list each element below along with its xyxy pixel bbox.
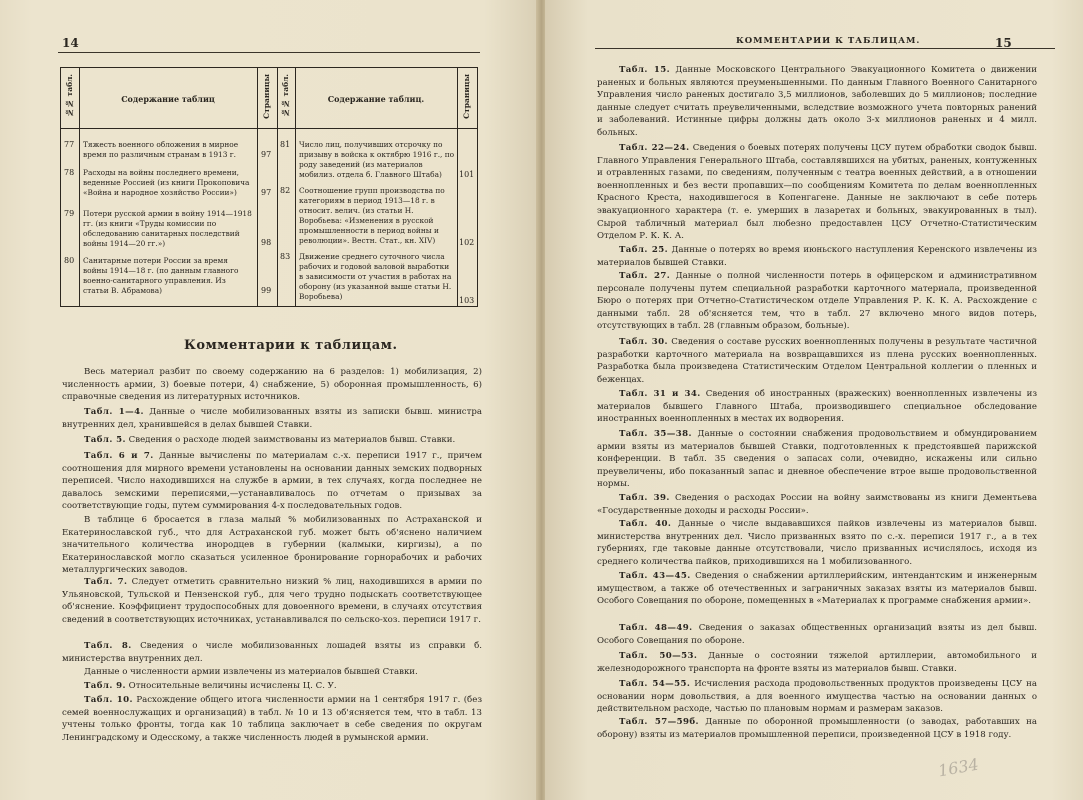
paragraph: Данные о численности армии извлечены из материалов бывшей Ставки. [84, 667, 418, 677]
paragraph: Табл. 7. Следует отметить сравнительно низкий % лиц, находившихся в армии по Ульяновской, Тульской и Пензенской губ., для чего трудно подыскать соответствующее об'яснение. Коэффициент трудоспособных для довоенного времени, в случаях отсутствия сведений в соответствующих источниках, устанавливался по сельско-хоз. переписи 1917 г. [62, 577, 482, 625]
paragraph: Весь материал разбит по своему содержанию на 6 разделов: 1) мобилизация, 2) численность армии, 3) боевые потери, 4) снабжение, 5) оборонная промышленность, 6) справочные сведения из литературных источников. [62, 367, 482, 403]
table-row-page: 99 [261, 286, 272, 295]
table-row-page: 103 [459, 296, 475, 305]
paragraph: Табл. 57—59б. Данные по оборонной промышленности (о заводах, работавших на оборону) взяты из материалов промышленной переписи, произведенной ЦСУ в 1918 году. [597, 717, 1037, 740]
paragraph: Табл. 48—49. Сведения о заказах общественных организаций взяты из дел бывш. Особого Совещания по обороне. [597, 623, 1038, 646]
paragraph: Табл. 25. Данные о потерях во время июньского наступления Керенского извлечены из материалов бывшей Ставки. [597, 245, 1037, 268]
paragraph: Табл. 31 и 34. Сведения об иностранных (вражеских) военнопленных извлечены из материалов бывшего Главного Штаба, производившего специальное обследование иностранных военнопленных в местах их водворения. [597, 389, 1037, 425]
paragraph: Табл. 10. Расхождение общего итога численности армии на 1 сентября 1917 г. (без семей военнослужащих и организаций) в табл. № 10 и 13 об'ясняется тем, что в табл. 13 учтены только фронты, тогда как 10 таблица заключает в себе сведения по округам Ленинградскому и Одесскому, а также численность людей в румынской армии. [62, 695, 483, 743]
table-row-num: 83 [280, 252, 291, 261]
paragraph: Табл. 40. Данные о числе выдававшихся пайков извлечены из материалов бывш. министерства внутренних дел. Число призванных взято по с.-х. переписи 1917 г., а в тех губерниях, где таковые данные отсутствовали, число призванных исчислялось, исходя из среднего количества пайков, приходившихся на 1 мобилизованного. [597, 519, 1037, 567]
table-row-num: 80 [64, 256, 75, 265]
table-row-num: 82 [280, 186, 291, 195]
header-rule-right [595, 48, 1055, 49]
paragraph: Табл. 27. Данные о полной численности потерь в офицерском и административном персонале получены путем специальной разработки карточного материала, произведенной Бюро о потерях при Отчетно-Статистическом отделе Управления Р. К. К. А. Расхождение с данными табл. 28 об'ясняется тем, что в табл. 27 включено много видов потерь, отсутствующих в табл. 28 (главным образом, больные). [597, 271, 1037, 332]
section-heading: Комментарии к таблицам. [184, 338, 398, 353]
table-row-page: 102 [459, 238, 475, 247]
table-row-text: Потери русской армии в войну 1914—1918 гг. (из книги «Труды комиссии по обследованию санитарных последствий войны 1914—20 гг.») [83, 209, 252, 248]
col-header-num-left: №№ табл. [65, 74, 74, 118]
paragraph: Табл. 54—55. Исчисления расхода продовольственных продуктов произведены ЦСУ на основании норм довольствия, а для военного имущества частью на основании данных о действительном расходе, частью по плановым нормам и размерам заказов. [597, 679, 1037, 715]
table-of-tables [60, 67, 478, 307]
col-header-pages-right: Страницы [462, 74, 471, 119]
table-row-page: 97 [261, 188, 272, 197]
paragraph: Табл. 30. Сведения о составе русских военнопленных получены в результате частичной разработки карточного материала на возвращавшихся из плена русских военнопленных. Разработка была произведена Статистическим Отделом Центральной коллегии о пленных и беженцах. [597, 337, 1038, 385]
right-page [545, 0, 1083, 800]
page-number-left: 14 [62, 36, 79, 50]
running-head: КОММЕНТАРИИ К ТАБЛИЦАМ. [736, 36, 921, 46]
header-rule-left [58, 52, 480, 53]
paragraph: Табл. 6 и 7. Данные вычислены по материалам с.-х. переписи 1917 г., причем соотношения для мирного времени установлены на основании данных земских подворных переписей. Число находившихся на службе в армии, в тех случаях, когда последнее не давалось земскими переписями,—устанавливалось по отчетам о призывах за соответствующие годы, путем суммирования 4-х последовательных годов. [62, 451, 482, 512]
table-row-text: Соотношение групп производства по категориям в период 1913—18 г. в относит. велич. (из статьи Н. Воробьева: «Изменения в русской промышленности в период войны и революции». Вестн. Стат., кн. XIV) [299, 186, 445, 245]
paragraph: Табл. 50—53. Данные о состоянии тяжелой артиллерии, автомобильного и железнодорожного транспорта на фронте взяты из материалов бывш. Ставки. [597, 651, 1038, 674]
table-row-num: 77 [64, 140, 75, 149]
table-row-page: 101 [459, 170, 475, 179]
table-row-text: Расходы на войны последнего времени, веденные Россией (из книги Прокоповича «Война и народное хозяйство России») [83, 168, 250, 197]
col-header-content-left: Содержание таблиц [121, 94, 215, 104]
table-row-num: 79 [64, 209, 75, 218]
paragraph: Табл. 8. Сведения о числе мобилизованных лошадей взяты из справки б. министерства внутренних дел. [62, 641, 483, 664]
table-row-text: Санитарные потери России за время войны 1914—18 г. (по данным главного военно-санитарного управления. Из статьи В. Абрамова) [83, 256, 239, 295]
paragraph: В таблице 6 бросается в глаза малый % мобилизованных по Астраханской и Екатеринославской губ., что для Астраханской губ. может быть об'яснено наличием значительного количества инородцев в губернии (калмыки, киргизы), а по Екатеринославской могло сказаться усиленное бронирование горнорабочих и рабочих металлургических заводов. [62, 515, 482, 576]
paragraph: Табл. 15. Данные Московского Центрального Эвакуационного Комитета о движении раненых и больных являются преуменьшенными. По данным Главного Военного Санитарного Управления число раненых достигало 3,5 миллионов, заболевших до 5 миллионов; последние данные следует считать преувеличенными, вследствие возможного учета повторных ранений и заболеваний. Истинные цифры должны дать около 3-х миллионов раненых и 4 милл. больных. [597, 65, 1037, 138]
library-stamp: 1634 [936, 754, 981, 781]
paragraph: Табл. 43—45. Сведения о снабжении артиллерийским, интендантским и инженерным имуществом, а также об отечественных и заграничных заказах взяты из материалов бывш. Особого Совещания по обороне, помещенных в «Материалах к программе снабжения армии». [597, 571, 1038, 607]
paragraph: Табл. 9. Относительные величины исчислены Ц. С. У. [84, 681, 337, 691]
paragraph: Табл. 35—38. Данные о состоянии снабжения продовольствием и обмундированием армии взяты из материалов бывшей Ставки, подготовленных к предстоявшей парижской конференции. В табл. 35 сведения о запасах соли, очевидно, искажены или сильно преувеличены, ибо показанный запас и дневное обеспечение втрое выше продовольственной нормы. [597, 429, 1037, 490]
page-number-right: 15 [995, 36, 1012, 50]
table-row-page: 98 [261, 238, 272, 247]
col-header-content-right: Содержание таблиц. [327, 94, 425, 104]
table-row-num: 81 [280, 140, 291, 149]
table-row-text: Тяжесть военного обложения в мирное время по различным странам в 1913 г. [83, 140, 239, 159]
table-row-text: Число лиц, получивших отсрочку по призыву в войска к октябрю 1916 г., по роду заведений (из материалов мобилиз. отдела б. Главного Штаба) [299, 140, 455, 179]
paragraph: Табл. 1—4. Данные о числе мобилизованных взяты из записки бывш. министра внутренних дел, хранившейся в делах бывшей Ставки. [62, 407, 482, 430]
col-header-pages-left: Страницы [262, 74, 271, 119]
col-header-num-right: №№ табл. [281, 74, 290, 118]
left-page [0, 0, 538, 800]
table-row-text: Движение среднего суточного числа рабочих и годовой валовой выработки в зависимости от участия в работах на оборону (из указанной выше статьи Н. Воробьева) [299, 252, 452, 301]
paragraph: Табл. 22—24. Сведения о боевых потерях получены ЦСУ путем обработки сводок бывш. Главного Управления Генерального Штаба, составлявшихся на убитых, раненых, контуженных и отравленных газами, по сведениям, полученным с театра военных действий, а в отношении военнопленных и без вести пропавших—по сообщениям Комитета по делам военнопленных Красного Креста, находившегося в Копенгагене. Данные не заключают в себе потерь эвакуационного характера (т. е. умерших в лазаретах и больных, эвакуированных в тыл). Сырой табличный материал был любезно предоставлен ЦСУ Отчетно-Статистическим Отделом Р. К. К. А. [597, 143, 1037, 242]
paragraph: Табл. 5. Сведения о расходе людей заимствованы из материалов бывш. Ставки. [84, 435, 456, 445]
paragraph: Табл. 39. Сведения о расходах России на войну заимствованы из книги Дементьева «Государственные доходы и расходы России». [597, 493, 1038, 516]
table-row-page: 97 [261, 150, 272, 159]
table-row-num: 78 [64, 168, 75, 177]
